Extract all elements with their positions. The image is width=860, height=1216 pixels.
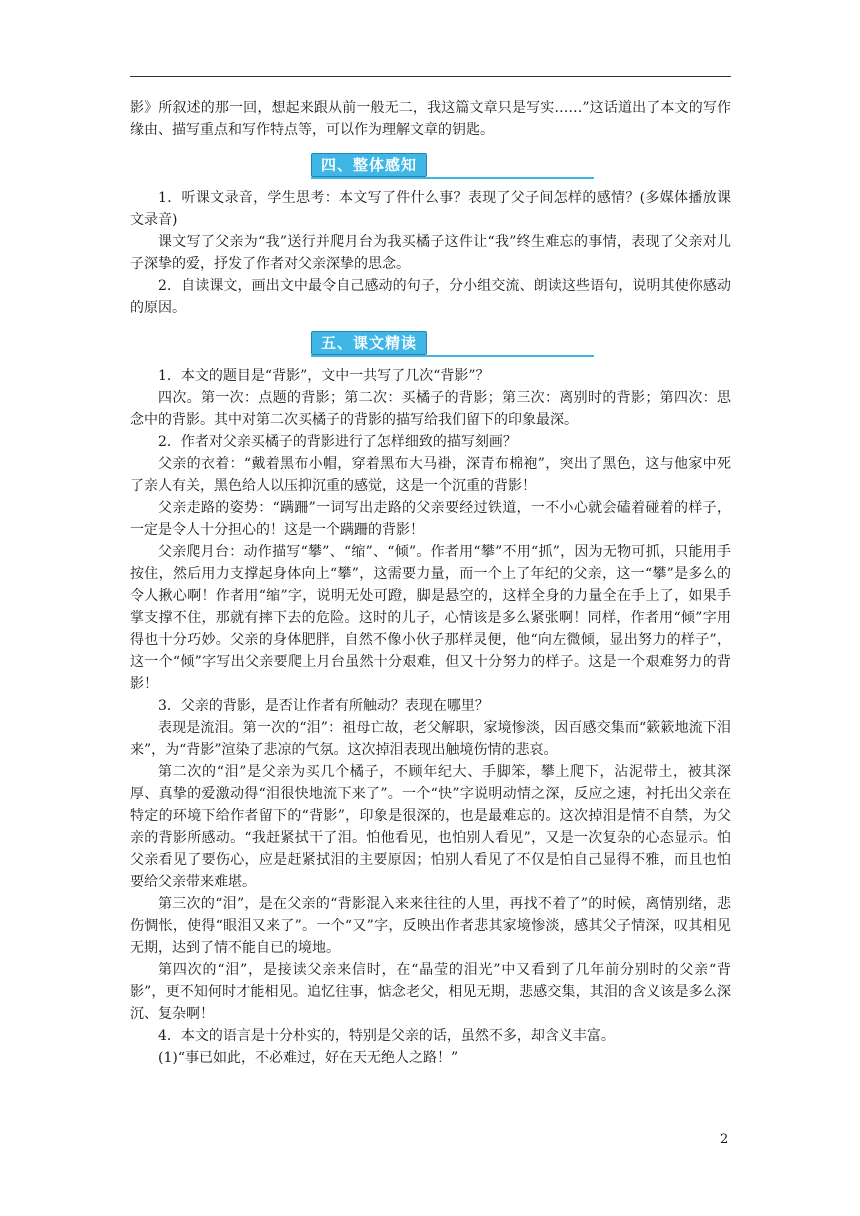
paragraph: (1)“事已如此，不必难过，好在天无绝人之路！” — [158, 1050, 459, 1066]
paragraph: 父亲走路的姿势：“蹒跚”一词写出走路的父亲要经过铁道，一不小心就会磕着碰着的样子，一定是令人十分担心的！这是一个蹒跚的背影！ — [130, 500, 731, 538]
heading-underline — [311, 355, 594, 357]
section-title: 四、整体感知 — [311, 153, 427, 177]
paragraph: 2．自读课文，画出文中最令自己感动的句子，分小组交流、朗读这些语句，说明其使你感动的原因。 — [130, 278, 731, 316]
question: 4．本文的语言是十分朴实的，特别是父亲的话，虽然不多，却含义丰富。 — [158, 1028, 615, 1044]
question: 1．本文的题目是“背影”，文中一共写了几次“背影”？ — [158, 368, 490, 384]
intro-paragraph: 影》所叙述的那一回，想起来跟从前一般无二，我这篇文章只是写实……”这话道出了本文的写作缘由、描写重点和写作特点等，可以作为理解文章的钥匙。 — [130, 100, 731, 138]
paragraph: 表现是流泪。第一次的“泪”：祖母亡故，老父解职，家境惨淡，因百感交集而“簌簌地流下泪来”，为“背影”渲染了悲凉的气氛。这次掉泪表现出触境伤情的悲哀。 — [130, 720, 731, 758]
paragraph: 1．听课文录音，学生思考：本文写了件什么事？表现了父子间怎样的感情？(多媒体播放课文录音) — [130, 190, 731, 228]
paragraph: 父亲的衣着：“戴着黑布小帽，穿着黑布大马褂，深青布棉袍”，突出了黑色，这与他家中死了亲人有关，黑色给人以压抑沉重的感觉，这是一个沉重的背影！ — [130, 456, 731, 494]
paragraph: 第四次的“泪”，是接读父亲来信时，在“晶莹的泪光”中又看到了几年前分别时的父亲“背影”，更不知何时才能相见。追忆往事，惦念老父，相见无期，悲感交集，其泪的含义该是多么深沉、复杂啊！ — [130, 962, 731, 1022]
section-title: 五、课文精读 — [311, 331, 427, 355]
paragraph: 父亲爬月台：动作描写“攀”、“缩”、“倾”。作者用“攀”不用“抓”，因为无物可抓，只能用手按住，然后用力支撑起身体向上“攀”，这需要力量，而一个上了年纪的父亲，这一“攀”是多么的令人揪心啊！作者用“缩”字，说明无处可蹬，脚是悬空的，这样全身的力量全在手上了，如果手掌支撑不住，那就有摔下去的危险。这时的儿子，心情该是多么紧张啊！同样，作者用“倾”字用得也十分巧妙。父亲的身体肥胖，自然不像小伙子那样灵便，他“向左微倾，显出努力的样子”，这一个“倾”字写出父亲要爬上月台虽然十分艰难，但又十分努力的样子。这是一个艰难努力的背影！ — [130, 544, 731, 692]
page-number: 2 — [720, 1132, 729, 1147]
paragraph: 第二次的“泪”是父亲为买几个橘子，不顾年纪大、手脚笨，攀上爬下，沾泥带土，被其深厚、真挚的爱激动得“泪很快地流下来了”。一个“快”字说明动情之深，反应之速，衬托出父亲在特定的环境下给作者留下的“背影”，印象是很深的，也是最难忘的。这次掉泪是情不自禁，为父亲的背影所感动。“我赶紧拭干了泪。怕他看见，也怕别人看见”，又是一次复杂的心态显示。怕父亲看见了要伤心，应是赶紧拭泪的主要原因；怕别人看见了不仅是怕自己显得不雅，而且也怕要给父亲带来难堪。 — [130, 764, 731, 890]
section-heading-5 — [130, 327, 731, 359]
paragraph: 四次。第一次：点题的背影；第二次：买橘子的背影；第三次：离别时的背影；第四次：思念中的背影。其中对第二次买橘子的背影的描写给我们留下的印象最深。 — [130, 390, 731, 428]
paragraph: 第三次的“泪”，是在父亲的“背影混入来来往往的人里，再找不着了”的时候，离情别绪，悲伤惆怅，使得“眼泪又来了”。一个“又”字，反映出作者悲其家境惨淡，感其父子情深，叹其相见无期，达到了情不能自已的境地。 — [130, 896, 731, 956]
question: 3．父亲的背影，是否让作者有所触动？表现在哪里？ — [158, 698, 489, 714]
question: 2．作者对父亲买橘子的背影进行了怎样细致的描写刻画？ — [158, 434, 517, 450]
heading-underline — [311, 177, 594, 179]
paragraph: 课文写了父亲为“我”送行并爬月台为我买橘子这件让“我”终生难忘的事情，表现了父亲对儿子深挚的爱，抒发了作者对父亲深挚的思念。 — [130, 234, 731, 272]
page-content — [130, 97, 731, 1069]
section-heading-4 — [130, 149, 731, 181]
header-rule — [130, 76, 731, 77]
